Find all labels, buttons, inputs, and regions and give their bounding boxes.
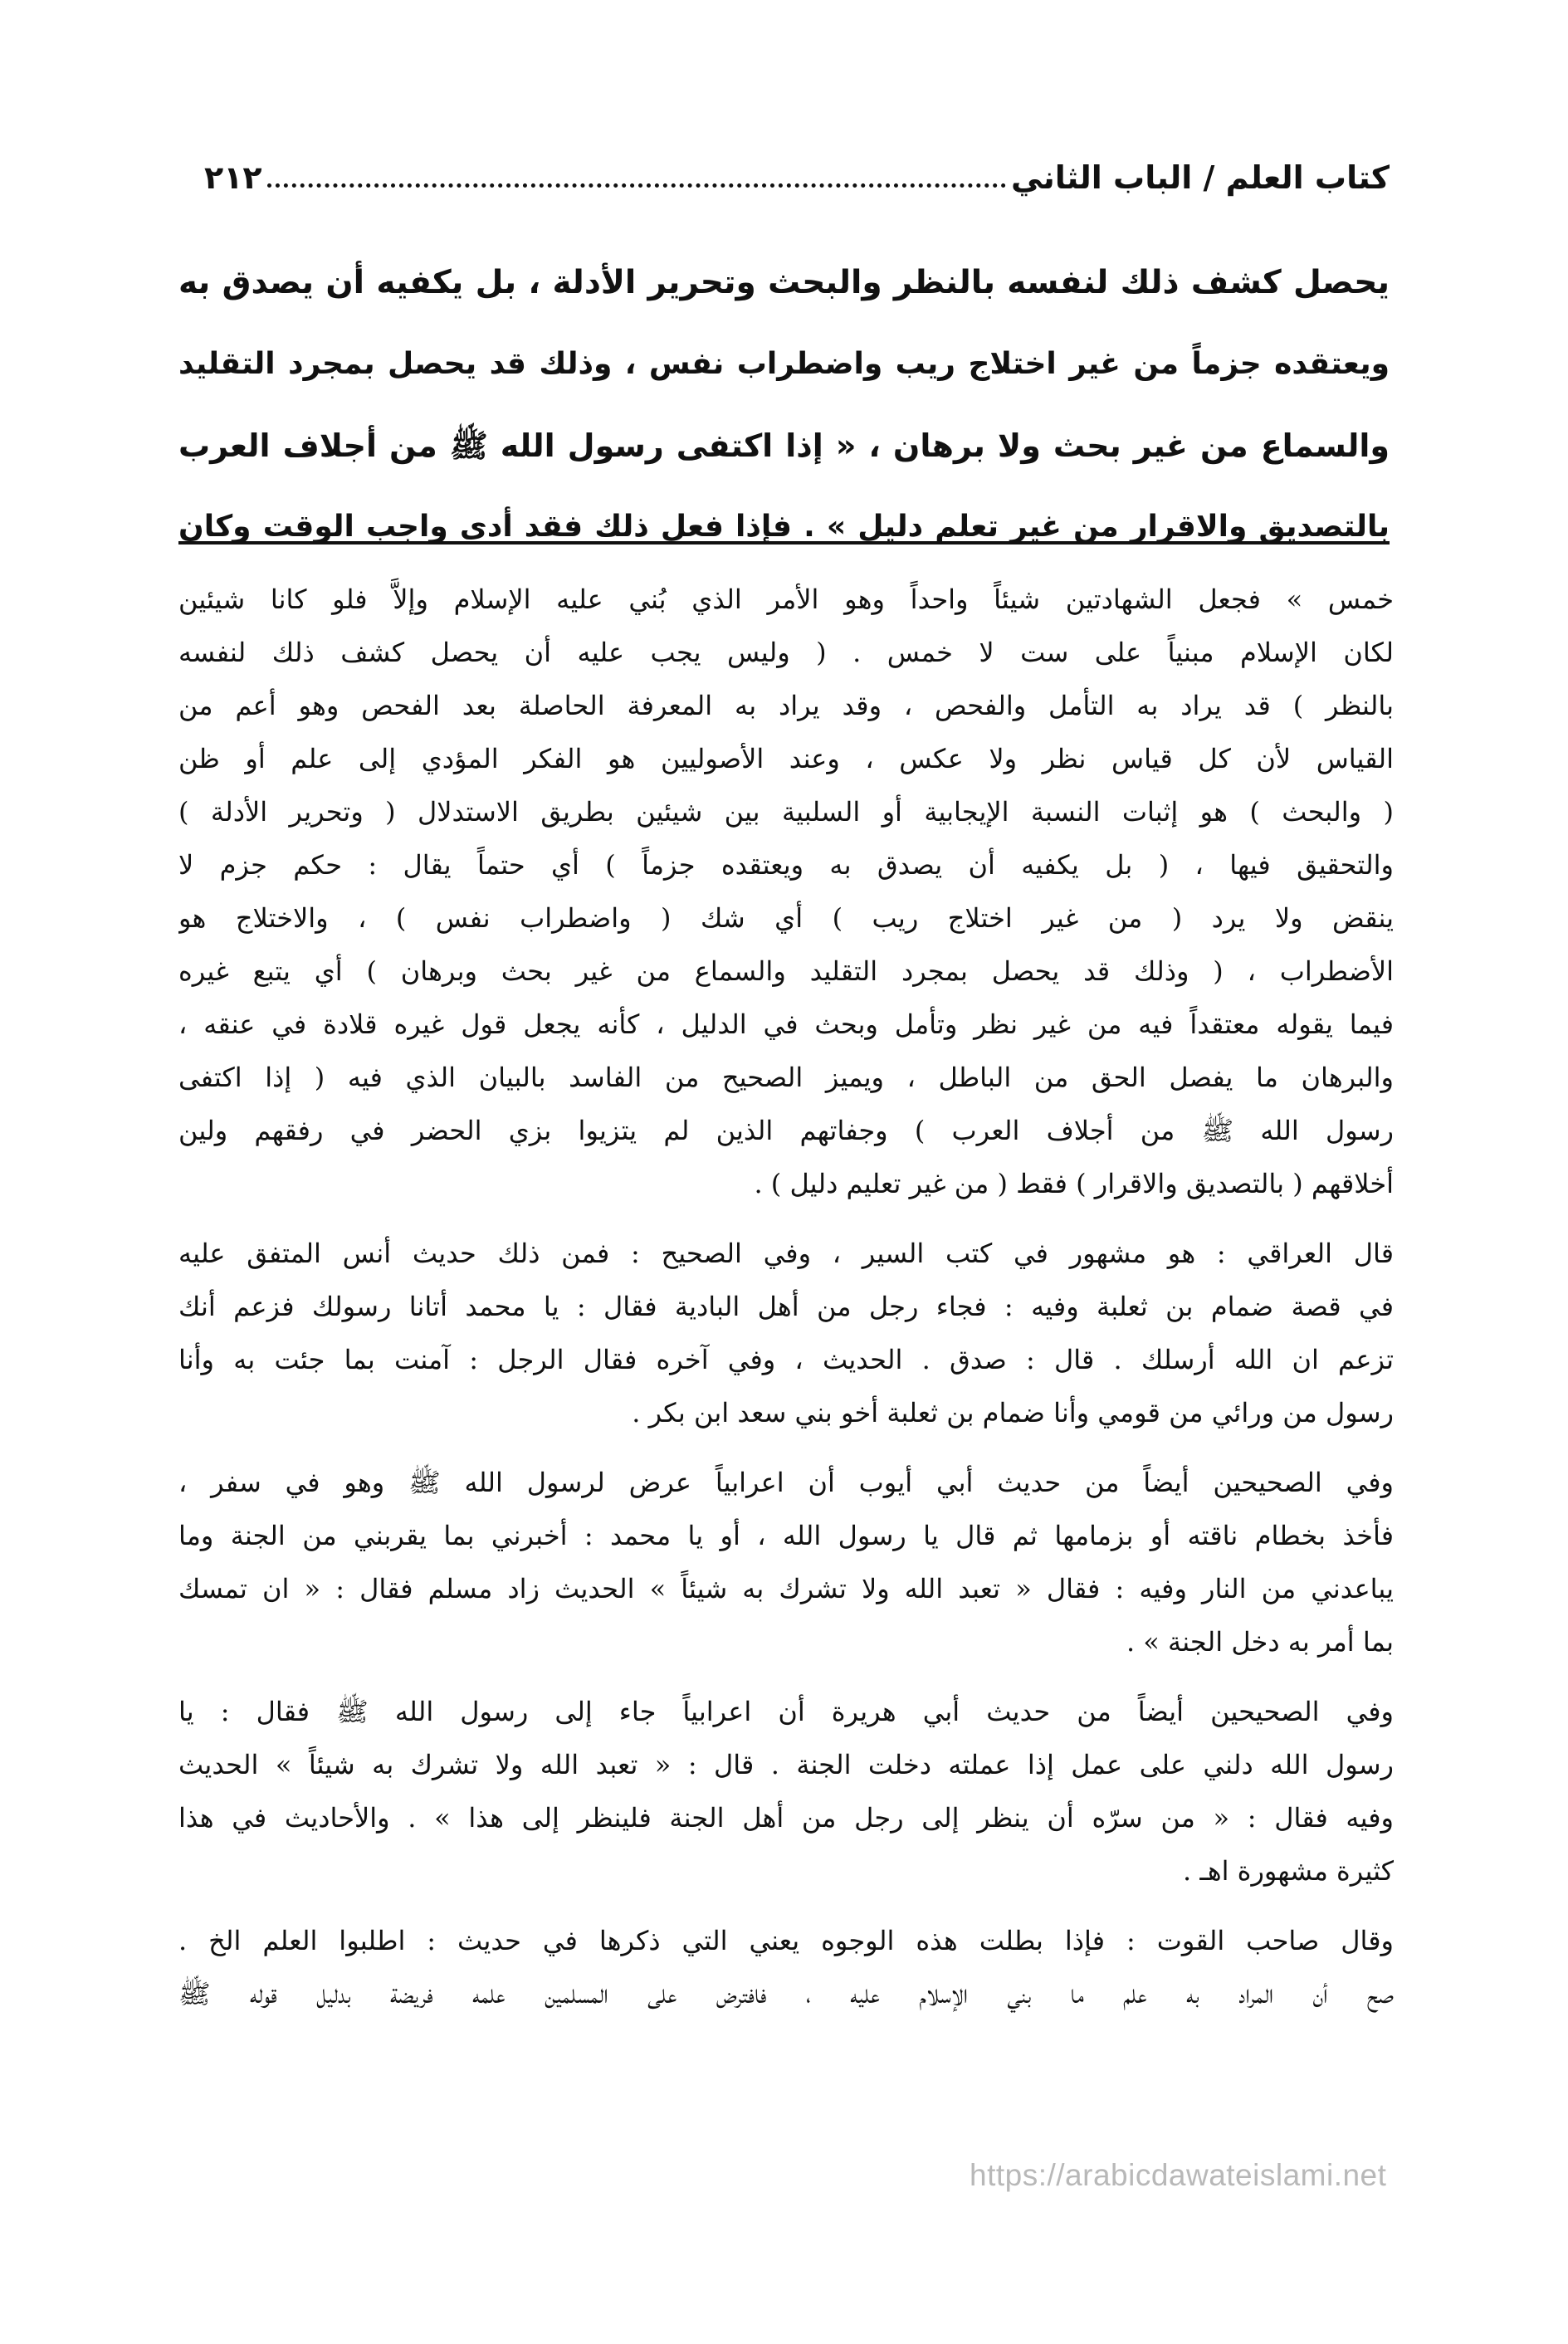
commentary-block xyxy=(178,573,1394,2020)
paragraph-gap xyxy=(178,1668,1394,1685)
commentary-line: وفي الصحيحين أيضاً من حديث أبي أيوب أن اعرابياً عرض لرسول الله ﷺ وهو في سفر ، xyxy=(178,1467,1394,1498)
commentary-line: والبرهان ما يفصل الحق من الباطل ، ويميز الصحيح من الفاسد بالبيان الذي فيه ( إذا اكتفى xyxy=(178,1062,1394,1093)
main-text-line: والسماع من غير بحث ولا برهان ، « إذا اكتفى رسول الله ﷺ من أجلاف العرب xyxy=(178,427,1390,464)
commentary-line: أخلاقهم ( بالتصديق والاقرار ) فقط ( من غير تعليم دليل ) . xyxy=(754,1168,1394,1199)
commentary-line: وقال صاحب القوت : فإذا بطلت هذه الوجوه يعني التي ذكرها في حديث : اطلبوا العلم الخ . xyxy=(178,1925,1394,1956)
commentary-line: خمس » فجعل الشهادتين شيئاً واحداً وهو الأمر الذي بُني عليه الإسلام وإلاَّ فلو كانا شيئين xyxy=(178,584,1394,615)
commentary-line: تزعم ان الله أرسلك . قال : صدق . الحديث ، وفي آخره فقال الرجل : آمنت بما جئت به وأنا xyxy=(178,1344,1394,1375)
commentary-line: الأضطراب ، ( وذلك قد يحصل بمجرد التقليد والسماع من غير بحث وبرهان ) أي يتبع غيره xyxy=(178,955,1394,987)
commentary-line: لكان الإسلام مبنياً على ست لا خمس . ( وليس يجب عليه أن يحصل كشف ذلك لنفسه xyxy=(178,637,1394,668)
main-text-block xyxy=(178,242,1390,568)
main-text-line: بالتصديق والاقرار من غير تعلم دليل » . فإذا فعل ذلك فقد أدى واجب الوقت وكان xyxy=(178,510,1390,544)
commentary-line: قال العراقي : هو مشهور في كتب السير ، وفي الصحيح : فمن ذلك حديث أنس المتفق عليه xyxy=(178,1238,1394,1269)
commentary-line: وفيه فقال : « من سرّه أن ينظر إلى رجل من أهل الجنة فلينظر إلى هذا » . والأحاديث في هذا xyxy=(178,1802,1394,1834)
commentary-line: وفي الصحيحين أيضاً من حديث أبي هريرة أن اعرابياً جاء إلى رسول الله ﷺ فقال : يا xyxy=(178,1696,1394,1727)
commentary-line: والتحقيق فيها ، ( بل يكفيه أن يصدق به ويعتقده جزماً ) أي حتماً يقال : حكم جزم لا xyxy=(178,849,1394,881)
commentary-line: كثيرة مشهورة اهـ . xyxy=(1183,1855,1394,1887)
paragraph-gap xyxy=(178,1897,1394,1914)
section-divider-rule xyxy=(178,541,1390,544)
commentary-line: صح أن المراد به علم ما بني الإسلام عليه ، فافترض على المسلمين علمه فريضة بدليل قوله ﷺ xyxy=(178,1978,1394,2009)
commentary-line: فيما يقوله معتقداً فيه من غير نظر وتأمل وبحث في الدليل ، كأنه يجعل قول غيره قلادة في عنقه ، xyxy=(178,1008,1394,1040)
commentary-line: يباعدني من النار وفيه : فقال « تعبد الله ولا تشرك به شيئاً » الحديث زاد مسلم فقال : « ان تمسك xyxy=(178,1573,1394,1604)
commentary-line: بما أمر به دخل الجنة » . xyxy=(1126,1626,1394,1658)
commentary-line: في قصة ضمام بن ثعلبة وفيه : فجاء رجل من أهل البادية فقال : يا محمد أتانا رسولك فزعم أنك xyxy=(178,1291,1394,1322)
commentary-line: فأخذ بخطام ناقته أو بزمامها ثم قال يا رسول الله ، أو يا محمد : أخبرني بما يقربني من الجنة وما xyxy=(178,1520,1394,1551)
dotted-leader xyxy=(267,165,1006,188)
main-text-line: يحصل كشف ذلك لنفسه بالنظر والبحث وتحرير الأدلة ، بل يكفيه أن يصدق به xyxy=(178,264,1390,301)
paragraph-gap xyxy=(178,1210,1394,1227)
commentary-line: رسول من ورائي من قومي وأنا ضمام بن ثعلبة أخو بني سعد ابن بكر . xyxy=(632,1397,1394,1428)
commentary-line: رسول الله دلني على عمل إذا عملته دخلت الجنة . قال : « تعبد الله ولا تشرك به شيئاً » الحديث xyxy=(178,1749,1394,1780)
commentary-line: ينقض ولا يرد ( من غير اختلاج ريب ) أي شك ( واضطراب نفس ) ، والاختلاج هو xyxy=(178,902,1394,934)
commentary-line: بالنظر ) قد يراد به التأمل والفحص ، وقد يراد به المعرفة الحاصلة بعد الفحص وهو أعم من xyxy=(178,690,1394,721)
main-text-line: ويعتقده جزماً من غير اختلاج ريب واضطراب نفس ، وذلك قد يحصل بمجرد التقليد xyxy=(178,347,1390,381)
chapter-title: كتاب العلم / الباب الثاني xyxy=(1011,159,1390,196)
commentary-line: ( والبحث ) هو إثبات النسبة الإيجابية أو السلبية بين شيئين بطريق الاستدلال ( وتحرير الأدلة ) xyxy=(178,796,1394,828)
watermark-url: https://arabicdawateislami.net xyxy=(970,2158,1387,2192)
commentary-line: رسول الله ﷺ من أجلاف العرب ) وجفاتهم الذين لم يتزيوا بزي الحضر في رفقهم ولين xyxy=(178,1115,1394,1146)
commentary-line: القياس لأن كل قياس نظر ولا عكس ، وعند الأصوليين هو الفكر المؤدي إلى علم أو ظن xyxy=(178,743,1394,774)
paragraph-gap xyxy=(178,1439,1394,1456)
page-number: ٢١٢ xyxy=(204,159,262,196)
running-head xyxy=(183,146,1390,196)
